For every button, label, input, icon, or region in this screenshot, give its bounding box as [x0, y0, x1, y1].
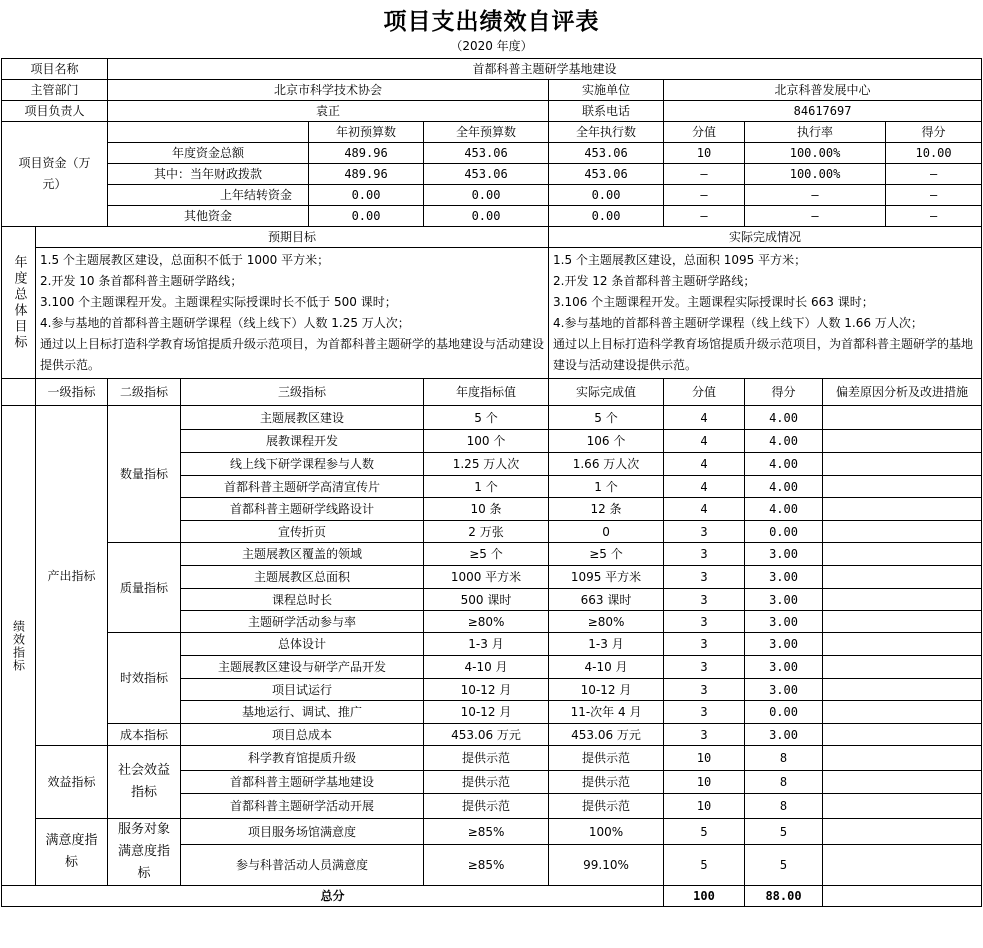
fund-executed: 0.00: [549, 206, 664, 227]
header-level1: 一级指标: [36, 379, 108, 406]
indicator-value: 5: [664, 845, 745, 886]
indicator-target: 100 个: [424, 430, 549, 453]
indicator-actual: 10-12 月: [549, 679, 664, 701]
funds-header-annual: 全年预算数: [424, 122, 549, 143]
goals-actual-header: 实际完成情况: [549, 227, 982, 248]
indicator-target: ≥80%: [424, 611, 549, 633]
indicator-target: 10-12 月: [424, 679, 549, 701]
level2-quality: 质量指标: [108, 543, 181, 633]
indicator-note: [823, 771, 982, 794]
indicator-note: [823, 430, 982, 453]
header-note: 偏差原因分析及改进措施: [823, 379, 982, 406]
indicator-row: [2, 724, 982, 746]
indicator-target: ≥85%: [424, 819, 549, 845]
indicator-score: 4.00: [745, 476, 823, 498]
indicator-note: [823, 819, 982, 845]
fund-score: —: [886, 164, 982, 185]
indicator-value: 5: [664, 819, 745, 845]
leader-label: 项目负责人: [2, 101, 108, 122]
indicator-target: 10 条: [424, 498, 549, 521]
indicator-value: 3: [664, 566, 745, 589]
level2-cost: 成本指标: [108, 724, 181, 746]
indicator-actual: 5 个: [549, 406, 664, 430]
total-row: [2, 886, 982, 907]
indicator-row: [2, 819, 982, 845]
indicator-score: 0.00: [745, 701, 823, 724]
indicator-actual: 11-次年 4 月: [549, 701, 664, 724]
fund-annual: 0.00: [424, 206, 549, 227]
indicator-value: 3: [664, 724, 745, 746]
indicator-score: 4.00: [745, 453, 823, 476]
header-value: 分值: [664, 379, 745, 406]
project-name-value: 首都科普主题研学基地建设: [108, 59, 982, 80]
indicator-value: 10: [664, 771, 745, 794]
funds-header-initial: 年初预算数: [309, 122, 424, 143]
info-row-leader: [2, 101, 982, 122]
indicator-value: 4: [664, 453, 745, 476]
indicator-value: 3: [664, 656, 745, 679]
indicator-actual: 100%: [549, 819, 664, 845]
indicator-score: 0.00: [745, 521, 823, 543]
indicator-target: 1-3 月: [424, 633, 549, 656]
indicator-actual: 1 个: [549, 476, 664, 498]
goals-label: 年度总体目标: [2, 227, 36, 379]
indicator-target: 5 个: [424, 406, 549, 430]
fund-initial: 0.00: [309, 185, 424, 206]
goal-actual-item: 3.106 个主题课程开发。主题课程实际授课时长 663 课时；: [553, 295, 874, 309]
indicator-actual: 提供示范: [549, 746, 664, 771]
indicator-name: 主题展教区覆盖的领域: [181, 543, 424, 566]
fund-executed: 453.06: [549, 164, 664, 185]
indicator-note: [823, 543, 982, 566]
indicator-value: 4: [664, 476, 745, 498]
indicator-actual: 99.10%: [549, 845, 664, 886]
fund-score: —: [886, 185, 982, 206]
indicator-name: 项目服务场馆满意度: [181, 819, 424, 845]
indicator-score: 8: [745, 794, 823, 819]
performance-indicators-label: 绩效指标: [2, 406, 36, 886]
indicator-name: 首都科普主题研学线路设计: [181, 498, 424, 521]
fund-initial: 489.96: [309, 143, 424, 164]
indicator-value: 3: [664, 543, 745, 566]
fund-executed: 453.06: [549, 143, 664, 164]
indicator-note: [823, 679, 982, 701]
funds-header-score-value: 分值: [664, 122, 745, 143]
leader-value: 袁正: [108, 101, 549, 122]
phone-value: 84617697: [664, 101, 982, 122]
indicator-target: 提供示范: [424, 771, 549, 794]
indicator-score: 8: [745, 771, 823, 794]
indicator-note: [823, 498, 982, 521]
indicator-name: 总体设计: [181, 633, 424, 656]
indicator-note: [823, 746, 982, 771]
indicator-value: 3: [664, 611, 745, 633]
header-score: 得分: [745, 379, 823, 406]
goal-expected-item: 通过以上目标打造科学教育场馆提质升级示范项目，为首都科普主题研学的基地建设与活动建设提供示范。: [40, 337, 545, 372]
indicator-value: 3: [664, 679, 745, 701]
goals-expected-header: 预期目标: [36, 227, 549, 248]
indicator-score: 3.00: [745, 543, 823, 566]
indicator-value: 3: [664, 589, 745, 611]
goal-expected-item: 1.5 个主题展教区建设，总面积不低于 1000 平方米；: [40, 253, 330, 267]
level2-quantity: 数量指标: [108, 406, 181, 543]
goal-expected-item: 3.100 个主题课程开发。主题课程实际授课时长不低于 500 课时；: [40, 295, 397, 309]
indicator-score: 4.00: [745, 498, 823, 521]
fund-annual: 0.00: [424, 185, 549, 206]
indicator-name: 首都科普主题研学活动开展: [181, 794, 424, 819]
indicator-note: [823, 566, 982, 589]
funds-header-row: [2, 122, 982, 143]
goal-expected-item: 2.开发 10 条首都科普主题研学路线；: [40, 274, 243, 288]
indicator-target: 1000 平方米: [424, 566, 549, 589]
header-level2: 二级指标: [108, 379, 181, 406]
goal-expected-item: 4.参与基地的首都科普主题研学课程（线上线下）人数 1.25 万人次；: [40, 316, 410, 330]
indicator-actual: 663 课时: [549, 589, 664, 611]
indicator-name: 主题研学活动参与率: [181, 611, 424, 633]
level1-output: 产出指标: [36, 406, 108, 746]
indicators-header-row: [2, 379, 982, 406]
info-row-project-name: [2, 59, 982, 80]
indicator-name: 线上线下研学课程参与人数: [181, 453, 424, 476]
indicator-value: 3: [664, 701, 745, 724]
indicator-name: 基地运行、调试、推广: [181, 701, 424, 724]
indicator-name: 参与科普活动人员满意度: [181, 845, 424, 886]
indicator-note: [823, 845, 982, 886]
indicator-score: 5: [745, 819, 823, 845]
dept-value: 北京市科学技术协会: [108, 80, 549, 101]
fund-annual: 453.06: [424, 143, 549, 164]
indicator-score: 4.00: [745, 430, 823, 453]
indicator-value: 4: [664, 498, 745, 521]
indicator-score: 8: [745, 746, 823, 771]
indicator-score: 5: [745, 845, 823, 886]
indicator-actual: 1-3 月: [549, 633, 664, 656]
level2-timeliness: 时效指标: [108, 633, 181, 724]
indicator-score: 3.00: [745, 656, 823, 679]
fund-name: 上年结转资金: [108, 185, 309, 206]
indicator-score: 3.00: [745, 589, 823, 611]
indicator-name: 宣传折页: [181, 521, 424, 543]
fund-initial: 489.96: [309, 164, 424, 185]
indicator-score: 4.00: [745, 406, 823, 430]
indicator-row: [2, 746, 982, 771]
funds-header-rate: 执行率: [745, 122, 886, 143]
header-level3: 三级指标: [181, 379, 424, 406]
indicator-value: 10: [664, 746, 745, 771]
indicator-name: 项目试运行: [181, 679, 424, 701]
indicator-note: [823, 611, 982, 633]
funds-header-blank: [108, 122, 309, 143]
info-row-dept: [2, 80, 982, 101]
funds-header-score: 得分: [886, 122, 982, 143]
fund-score: 10.00: [886, 143, 982, 164]
indicator-name: 展教课程开发: [181, 430, 424, 453]
goal-actual-item: 4.参与基地的首都科普主题研学课程（线上线下）人数 1.66 万人次；: [553, 316, 923, 330]
level2-service-satisfaction: 服务对象满意度指标: [108, 819, 181, 886]
indicator-note: [823, 656, 982, 679]
level1-benefit: 效益指标: [36, 746, 108, 819]
fund-name: 其他资金: [108, 206, 309, 227]
dept-label: 主管部门: [2, 80, 108, 101]
goals-content-row: [2, 248, 982, 379]
indicator-score: 3.00: [745, 679, 823, 701]
indicator-score: 3.00: [745, 724, 823, 746]
impl-value: 北京科普发展中心: [664, 80, 982, 101]
funds-row: [2, 143, 982, 164]
indicator-actual: ≥80%: [549, 611, 664, 633]
fund-name: 其中：当年财政拨款: [108, 164, 309, 185]
indicator-name: 主题展教区建设与研学产品开发: [181, 656, 424, 679]
fund-rate: —: [745, 185, 886, 206]
indicator-note: [823, 589, 982, 611]
fund-score-value: 10: [664, 143, 745, 164]
project-name-label: 项目名称: [2, 59, 108, 80]
total-label: 总分: [2, 886, 664, 907]
fund-rate: —: [745, 206, 886, 227]
funds-row: [2, 164, 982, 185]
indicator-name: 科学教育馆提质升级: [181, 746, 424, 771]
goals-header-row: [2, 227, 982, 248]
goals-actual-content: [549, 248, 982, 379]
page-title: 项目支出绩效自评表: [383, 9, 600, 35]
indicator-actual: 12 条: [549, 498, 664, 521]
evaluation-table: [1, 58, 982, 907]
indicator-actual: 453.06 万元: [549, 724, 664, 746]
indicator-target: ≥85%: [424, 845, 549, 886]
indicator-value: 10: [664, 794, 745, 819]
total-score: 88.00: [745, 886, 823, 907]
total-value: 100: [664, 886, 745, 907]
indicator-actual: ≥5 个: [549, 543, 664, 566]
indicator-target: 提供示范: [424, 794, 549, 819]
indicator-actual: 提供示范: [549, 794, 664, 819]
fund-executed: 0.00: [549, 185, 664, 206]
indicator-target: 提供示范: [424, 746, 549, 771]
indicator-score: 3.00: [745, 566, 823, 589]
indicator-name: 项目总成本: [181, 724, 424, 746]
indicator-note: [823, 794, 982, 819]
impl-label: 实施单位: [549, 80, 664, 101]
indicator-value: 3: [664, 633, 745, 656]
indicator-name: 首都科普主题研学高清宣传片: [181, 476, 424, 498]
indicator-value: 4: [664, 430, 745, 453]
indicator-note: [823, 633, 982, 656]
indicator-name: 首都科普主题研学基地建设: [181, 771, 424, 794]
total-note: [823, 886, 982, 907]
indicator-name: 课程总时长: [181, 589, 424, 611]
indicator-actual: 1.66 万人次: [549, 453, 664, 476]
indicator-target: 4-10 月: [424, 656, 549, 679]
indicator-target: 1.25 万人次: [424, 453, 549, 476]
indicator-name: 主题展教区总面积: [181, 566, 424, 589]
goals-expected-content: [36, 248, 549, 379]
indicator-score: 3.00: [745, 611, 823, 633]
goal-actual-item: 1.5 个主题展教区建设，总面积 1095 平方米；: [553, 253, 807, 267]
header-target: 年度指标值: [424, 379, 549, 406]
level1-satisfaction: 满意度指标: [36, 819, 108, 886]
indicator-actual: 0: [549, 521, 664, 543]
funds-header-executed: 全年执行数: [549, 122, 664, 143]
indicator-target: 10-12 月: [424, 701, 549, 724]
indicator-note: [823, 724, 982, 746]
indicator-value: 4: [664, 406, 745, 430]
indicator-note: [823, 701, 982, 724]
indicator-target: 1 个: [424, 476, 549, 498]
header-actual: 实际完成值: [549, 379, 664, 406]
goal-actual-item: 2.开发 12 条首都科普主题研学路线；: [553, 274, 756, 288]
page-subtitle-year: （2020 年度）: [450, 39, 533, 53]
indicators-header-blank: [2, 379, 36, 406]
indicator-target: ≥5 个: [424, 543, 549, 566]
indicator-row: [2, 633, 982, 656]
funds-label: 项目资金（万元）: [2, 122, 108, 227]
fund-name: 年度资金总额: [108, 143, 309, 164]
indicator-row: [2, 406, 982, 430]
goal-actual-item: 通过以上目标打造科学教育场馆提质升级示范项目，为首都科普主题研学的基地建设与活动建设提供示范。: [553, 337, 974, 372]
indicator-target: 453.06 万元: [424, 724, 549, 746]
phone-label: 联系电话: [549, 101, 664, 122]
indicator-name: 主题展教区建设: [181, 406, 424, 430]
indicator-actual: 106 个: [549, 430, 664, 453]
indicator-note: [823, 453, 982, 476]
indicator-actual: 提供示范: [549, 771, 664, 794]
fund-annual: 453.06: [424, 164, 549, 185]
indicator-row: [2, 543, 982, 566]
fund-score-value: —: [664, 164, 745, 185]
indicator-target: 500 课时: [424, 589, 549, 611]
indicator-note: [823, 476, 982, 498]
fund-score: —: [886, 206, 982, 227]
indicator-score: 3.00: [745, 633, 823, 656]
fund-rate: 100.00%: [745, 164, 886, 185]
indicator-target: 2 万张: [424, 521, 549, 543]
funds-row: [2, 206, 982, 227]
fund-rate: 100.00%: [745, 143, 886, 164]
indicator-actual: 1095 平方米: [549, 566, 664, 589]
level2-social-benefit: 社会效益指标: [108, 746, 181, 819]
indicator-note: [823, 521, 982, 543]
indicator-actual: 4-10 月: [549, 656, 664, 679]
indicator-value: 3: [664, 521, 745, 543]
fund-score-value: —: [664, 185, 745, 206]
indicator-note: [823, 406, 982, 430]
fund-initial: 0.00: [309, 206, 424, 227]
fund-score-value: —: [664, 206, 745, 227]
funds-row: [2, 185, 982, 206]
